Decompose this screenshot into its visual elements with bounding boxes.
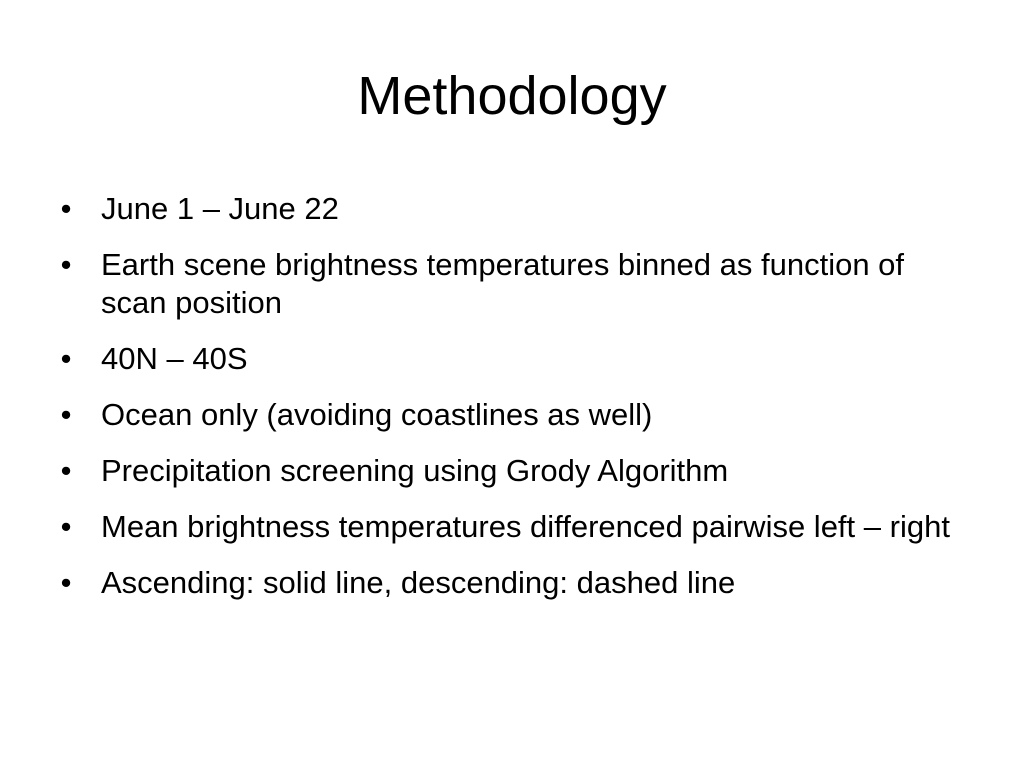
bullet-text: June 1 – June 22 <box>101 191 339 226</box>
bullet-text: Ascending: solid line, descending: dashed line <box>101 565 736 600</box>
bullet-icon: • <box>60 565 72 600</box>
bullet-item <box>56 246 956 322</box>
bullet-list <box>56 190 956 620</box>
bullet-icon: • <box>60 341 72 376</box>
bullet-icon: • <box>60 509 72 544</box>
bullet-text: Earth scene brightness temperatures binned as function of scan position <box>101 247 905 320</box>
bullet-item <box>56 452 956 490</box>
bullet-text: Precipitation screening using Grody Algorithm <box>101 453 729 488</box>
bullet-item <box>56 340 956 378</box>
bullet-item <box>56 564 956 602</box>
bullet-item <box>56 396 956 434</box>
bullet-icon: • <box>60 453 72 488</box>
bullet-item <box>56 190 956 228</box>
bullet-text: Mean brightness temperatures differenced pairwise left – right <box>101 509 950 544</box>
bullet-text: 40N – 40S <box>101 341 248 376</box>
bullet-icon: • <box>60 191 72 226</box>
bullet-icon: • <box>60 247 72 282</box>
bullet-icon: • <box>60 397 72 432</box>
slide-title: Methodology <box>357 66 667 126</box>
bullet-text: Ocean only (avoiding coastlines as well) <box>101 397 653 432</box>
bullet-item <box>56 508 956 546</box>
